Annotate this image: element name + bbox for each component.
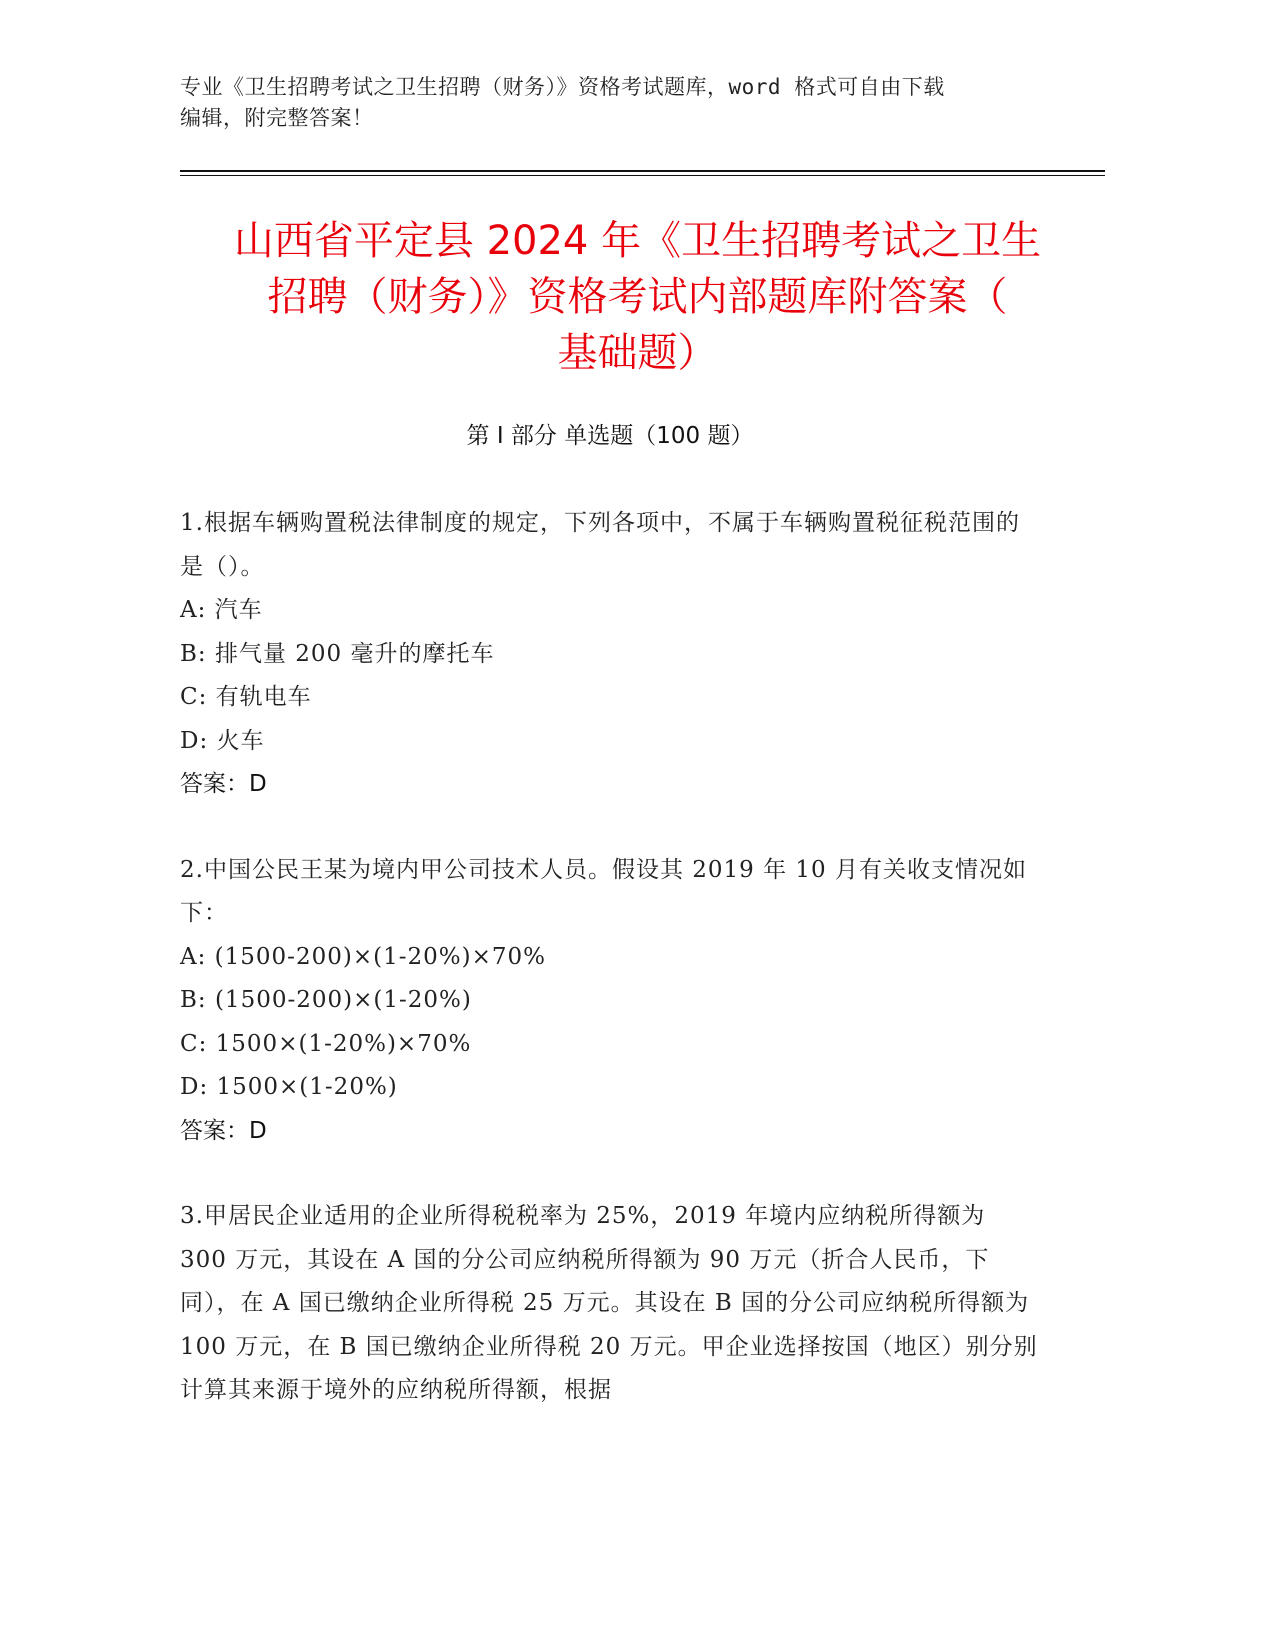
option-d: D: 1500×(1-20%) bbox=[180, 1074, 398, 1100]
option-b: B: 排气量 200 毫升的摩托车 bbox=[180, 640, 495, 667]
document-title-line-3: 基础题） bbox=[557, 330, 718, 376]
question-stem: 3.甲居民企业适用的企业所得税税率为 25%，2019 年境内应纳税所得额为 300 万元，其设在 A 国的分公司应纳税所得额为 90 万元（折合人民币，下同），在 A 国已缴纳企业所得税 25 万元。其设在 B 国的分公司应纳税所得额为 100 万元，在 B 国已缴纳企业所得税 20 万元。甲企业选择按国（地区）别分别计算其来源于境外的应纳税所得额，根据 bbox=[180, 1203, 1038, 1403]
header-note-line-2: 编辑，附完整答案！ bbox=[180, 106, 374, 130]
header-rule-thick bbox=[180, 170, 1105, 172]
question-list bbox=[180, 502, 1040, 1455]
option-c: C: 1500×(1-20%)×70% bbox=[180, 1030, 472, 1057]
section-heading: 第 I 部分 单选题（100 题） bbox=[466, 423, 754, 449]
document-title-line-2: 招聘（财务）》资格考试内部题库附答案（ bbox=[267, 274, 1008, 320]
question-1 bbox=[180, 502, 1040, 807]
question-stem: 1.根据车辆购置税法律制度的规定，下列各项中，不属于车辆购置税征税范围的是（）。 bbox=[180, 510, 1020, 580]
option-a: A: (1500-200)×(1-20%)×70% bbox=[180, 943, 546, 970]
document-title bbox=[150, 213, 1125, 381]
header-rule-thin bbox=[180, 175, 1105, 176]
answer: 答案：D bbox=[180, 771, 267, 797]
option-d: D: 火车 bbox=[180, 727, 265, 754]
answer: 答案：D bbox=[180, 1117, 267, 1144]
header-note bbox=[180, 72, 1040, 134]
question-3 bbox=[180, 1195, 1040, 1413]
option-c: C: 有轨电车 bbox=[180, 684, 312, 710]
question-2 bbox=[180, 849, 1040, 1154]
question-stem: 2.中国公民王某为境内甲公司技术人员。假设其 2019 年 10 月有关收支情况如下： bbox=[180, 856, 1027, 926]
option-b: B: (1500-200)×(1-20%) bbox=[180, 987, 472, 1013]
option-a: A: 汽车 bbox=[180, 597, 263, 623]
document-title-line-1: 山西省平定县 2024 年《卫生招聘考试之卫生 bbox=[233, 218, 1042, 264]
header-note-line-1: 专业《卫生招聘考试之卫生招聘（财务）》资格考试题库，word 格式可自由下载 bbox=[180, 75, 945, 99]
